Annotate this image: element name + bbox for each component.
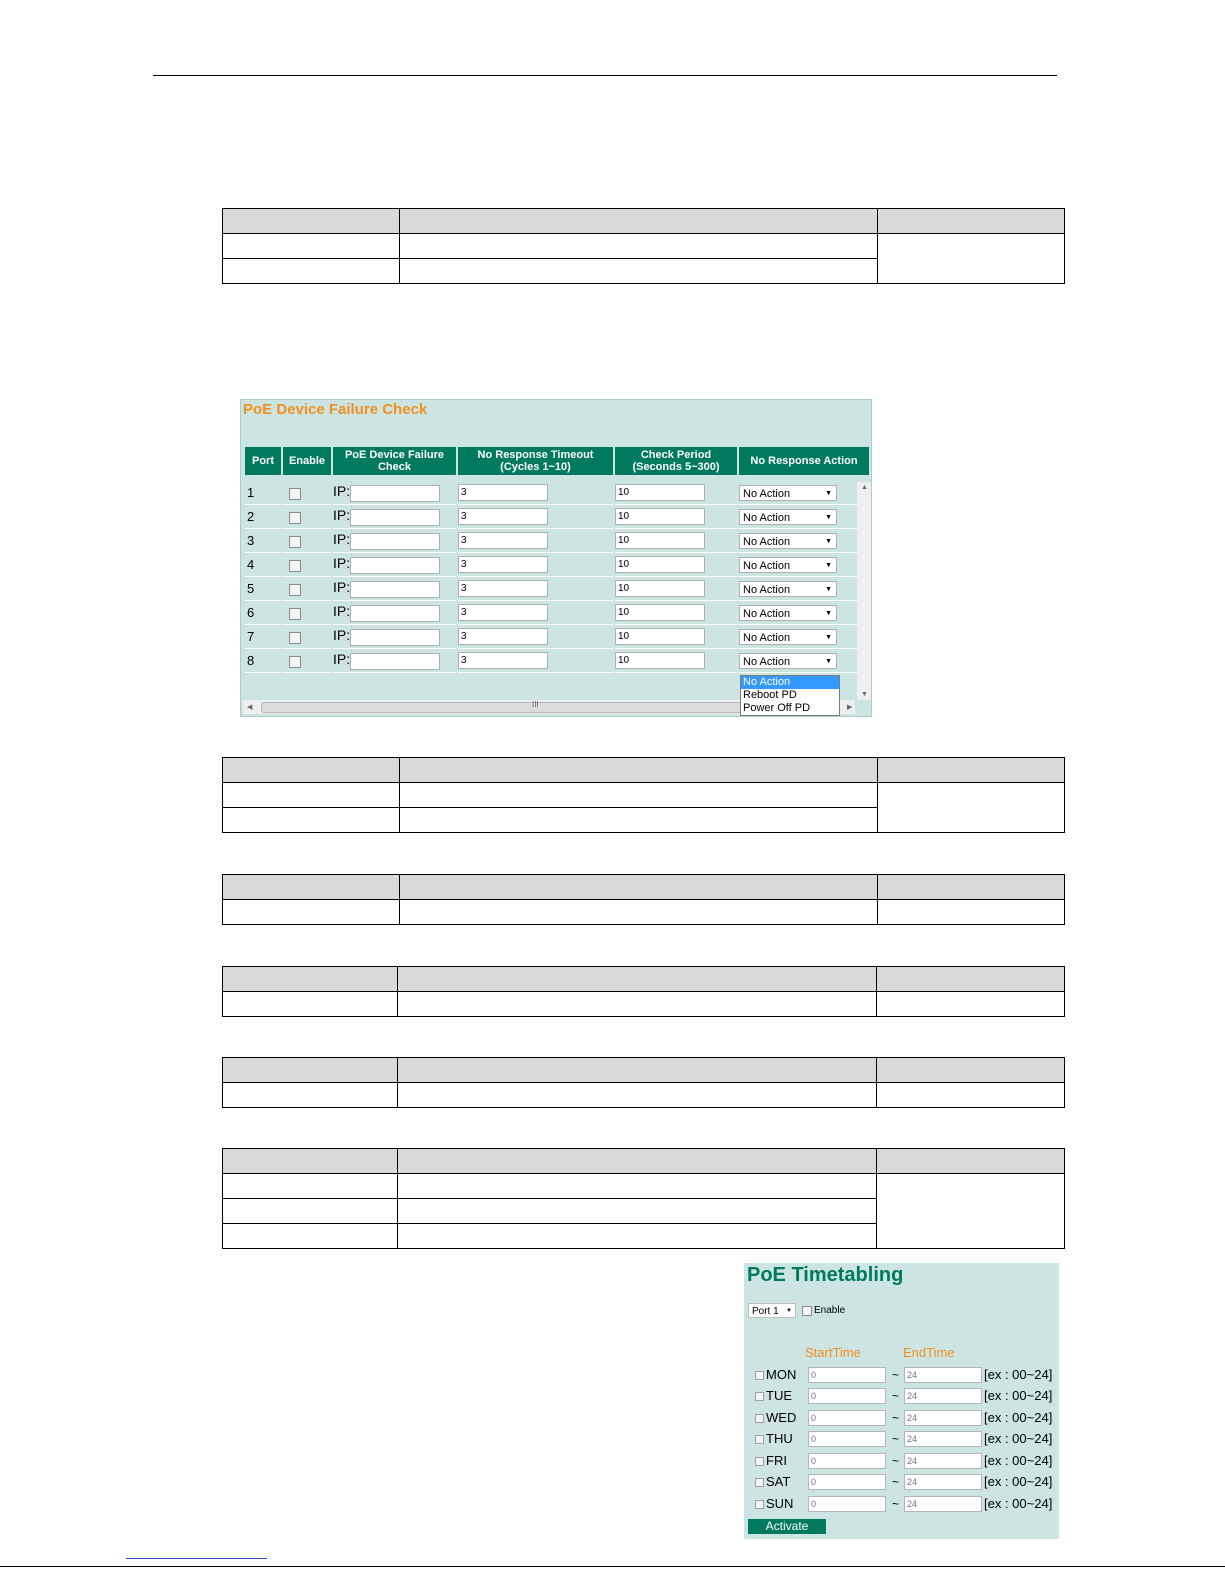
day-label: THU xyxy=(766,1431,793,1446)
scroll-down-icon[interactable]: ▼ xyxy=(861,691,868,698)
ip-input[interactable] xyxy=(350,485,440,502)
settings-table-6 xyxy=(222,1148,1065,1249)
port-number: 1 xyxy=(245,481,281,505)
chevron-down-icon: ▼ xyxy=(825,633,832,641)
range-separator: ~ xyxy=(892,1368,900,1382)
range-hint: [ex : 00~24] xyxy=(984,1431,1053,1446)
scroll-left-icon[interactable]: ◀ xyxy=(247,704,253,711)
timeout-input[interactable] xyxy=(458,628,548,645)
range-hint: [ex : 00~24] xyxy=(984,1474,1053,1489)
settings-table-5 xyxy=(222,1057,1065,1108)
action-select[interactable] xyxy=(739,485,837,501)
action-select-value: No Action xyxy=(743,487,791,500)
timeout-input[interactable] xyxy=(458,532,548,549)
scrollbar-thumb[interactable] xyxy=(261,702,743,713)
range-hint: [ex : 00~24] xyxy=(984,1453,1053,1468)
start-time-input[interactable] xyxy=(808,1474,886,1490)
enable-checkbox[interactable] xyxy=(289,656,301,668)
table-row xyxy=(245,553,869,577)
settings-table-1 xyxy=(222,208,1065,284)
action-select[interactable] xyxy=(739,509,837,525)
day-label: FRI xyxy=(766,1453,787,1468)
end-time-input[interactable] xyxy=(904,1431,982,1447)
port-select[interactable] xyxy=(748,1303,796,1318)
port-select-value: Port 1 xyxy=(752,1306,779,1317)
check-period-input[interactable] xyxy=(615,556,705,573)
action-select[interactable] xyxy=(739,581,837,597)
day-checkbox[interactable] xyxy=(755,1435,764,1444)
dropdown-option-power-off-pd[interactable]: Power Off PD xyxy=(743,702,811,714)
chevron-down-icon: ▼ xyxy=(825,657,832,665)
header-line: (Seconds 5~300) xyxy=(632,461,720,473)
port-number: 4 xyxy=(245,553,281,577)
panel-title: PoE Device Failure Check xyxy=(243,401,428,418)
settings-table-4 xyxy=(222,966,1065,1017)
column-header-action: No Response Action xyxy=(739,447,869,475)
failure-check-grid xyxy=(243,447,871,673)
action-select[interactable] xyxy=(739,533,837,549)
column-header-check-period xyxy=(615,447,737,475)
end-time-input[interactable] xyxy=(904,1453,982,1469)
port-number: 8 xyxy=(245,649,281,673)
poe-device-failure-check-panel xyxy=(240,399,872,717)
end-time-input[interactable] xyxy=(904,1367,982,1383)
ip-label: IP: xyxy=(333,483,351,500)
day-label: SUN xyxy=(766,1496,794,1511)
check-period-input[interactable] xyxy=(615,628,705,645)
action-select-value: No Action xyxy=(743,535,791,548)
chevron-down-icon: ▼ xyxy=(825,537,832,545)
range-hint: [ex : 00~24] xyxy=(984,1388,1053,1403)
ip-input[interactable] xyxy=(350,605,440,622)
ip-input[interactable] xyxy=(350,629,440,646)
action-select-value: No Action xyxy=(743,559,791,572)
action-select[interactable] xyxy=(739,629,837,645)
start-time-input[interactable] xyxy=(808,1388,886,1404)
table-row xyxy=(245,649,869,673)
enable-checkbox[interactable] xyxy=(289,512,301,524)
end-time-input[interactable] xyxy=(904,1474,982,1490)
day-row xyxy=(744,1494,1059,1514)
chevron-down-icon: ▼ xyxy=(786,1308,792,1314)
day-label: SAT xyxy=(766,1474,791,1489)
day-row xyxy=(744,1386,1059,1406)
scroll-right-icon[interactable]: ▶ xyxy=(847,704,853,711)
timeout-input[interactable] xyxy=(458,556,548,573)
check-period-input[interactable] xyxy=(615,652,705,669)
ip-input[interactable] xyxy=(350,581,440,598)
header-line: PoE Device Failure xyxy=(344,449,445,461)
ip-input[interactable] xyxy=(350,533,440,550)
check-period-input[interactable] xyxy=(615,484,705,501)
chevron-down-icon: ▼ xyxy=(825,585,832,593)
action-select-value: No Action xyxy=(743,583,791,596)
end-time-input[interactable] xyxy=(904,1496,982,1512)
chevron-down-icon: ▼ xyxy=(825,561,832,569)
ip-label: IP: xyxy=(333,555,351,572)
start-time-input[interactable] xyxy=(808,1496,886,1512)
start-time-input[interactable] xyxy=(808,1453,886,1469)
settings-table-2 xyxy=(222,757,1065,833)
range-separator: ~ xyxy=(892,1411,900,1425)
action-select[interactable] xyxy=(739,557,837,573)
day-row xyxy=(744,1451,1059,1471)
day-label: WED xyxy=(766,1410,797,1425)
range-hint: [ex : 00~24] xyxy=(984,1410,1053,1425)
action-select-value: No Action xyxy=(743,631,791,644)
enable-checkbox[interactable] xyxy=(289,536,301,548)
day-checkbox[interactable] xyxy=(755,1478,764,1487)
column-header-failure-check xyxy=(333,447,456,475)
table-row xyxy=(245,481,869,505)
port-number: 2 xyxy=(245,505,281,529)
vertical-scrollbar[interactable] xyxy=(857,482,871,700)
start-time-input[interactable] xyxy=(808,1367,886,1383)
table-row xyxy=(245,505,869,529)
poe-timetabling-panel xyxy=(744,1263,1059,1539)
ip-label: IP: xyxy=(333,507,351,524)
day-row xyxy=(744,1429,1059,1449)
start-time-input[interactable] xyxy=(808,1410,886,1426)
day-row xyxy=(744,1365,1059,1385)
check-period-input[interactable] xyxy=(615,532,705,549)
footer-rule xyxy=(0,1566,1225,1567)
action-select-value: No Action xyxy=(743,511,791,524)
timeout-input[interactable] xyxy=(458,508,548,525)
column-header-port: Port xyxy=(245,447,281,475)
end-time-input[interactable] xyxy=(904,1410,982,1426)
enable-checkbox[interactable] xyxy=(802,1306,812,1316)
panel-title: PoE Timetabling xyxy=(747,1264,904,1286)
dropdown-option-reboot-pd[interactable]: Reboot PD xyxy=(743,689,797,701)
range-separator: ~ xyxy=(892,1432,900,1446)
chevron-down-icon: ▼ xyxy=(825,609,832,617)
scroll-grip: III xyxy=(532,700,539,709)
ip-label: IP: xyxy=(333,651,351,668)
header-line: (Cycles 1~10) xyxy=(500,461,571,473)
action-select[interactable] xyxy=(739,653,837,669)
table-row xyxy=(245,625,869,649)
day-row xyxy=(744,1472,1059,1492)
table-row xyxy=(245,601,869,625)
header-rule xyxy=(153,75,1057,76)
port-number: 5 xyxy=(245,577,281,601)
end-time-input[interactable] xyxy=(904,1388,982,1404)
header-line: Check Period xyxy=(640,449,712,461)
start-time-input[interactable] xyxy=(808,1431,886,1447)
action-select[interactable] xyxy=(739,605,837,621)
dropdown-option-no-action[interactable]: No Action xyxy=(741,676,839,689)
port-number: 6 xyxy=(245,601,281,625)
column-header-enable: Enable xyxy=(283,447,331,475)
ip-input[interactable] xyxy=(350,653,440,670)
action-dropdown-list[interactable] xyxy=(740,675,840,716)
action-select-value: No Action xyxy=(743,655,791,668)
check-period-input[interactable] xyxy=(615,580,705,597)
activate-button[interactable]: Activate xyxy=(748,1519,826,1534)
range-separator: ~ xyxy=(892,1475,900,1489)
day-checkbox[interactable] xyxy=(755,1500,764,1509)
header-line: No Response Timeout xyxy=(477,449,594,461)
timeout-input[interactable] xyxy=(458,580,548,597)
start-time-header: StartTime xyxy=(805,1345,861,1360)
timeout-input[interactable] xyxy=(458,652,548,669)
action-select-value: No Action xyxy=(743,607,791,620)
chevron-down-icon: ▼ xyxy=(825,489,832,497)
timeout-input[interactable] xyxy=(458,604,548,621)
scroll-up-icon[interactable]: ▲ xyxy=(861,484,868,491)
ip-label: IP: xyxy=(333,627,351,644)
day-label: TUE xyxy=(766,1388,792,1403)
day-checkbox[interactable] xyxy=(755,1392,764,1401)
day-row xyxy=(744,1408,1059,1428)
range-separator: ~ xyxy=(892,1454,900,1468)
range-hint: [ex : 00~24] xyxy=(984,1367,1053,1382)
range-separator: ~ xyxy=(892,1497,900,1511)
settings-table-3 xyxy=(222,874,1065,925)
ip-input[interactable] xyxy=(350,509,440,526)
range-hint: [ex : 00~24] xyxy=(984,1496,1053,1511)
port-number: 3 xyxy=(245,529,281,553)
ip-input[interactable] xyxy=(350,557,440,574)
table-row xyxy=(245,577,869,601)
day-checkbox[interactable] xyxy=(755,1414,764,1423)
column-header-timeout xyxy=(458,447,613,475)
ip-label: IP: xyxy=(333,531,351,548)
ip-label: IP: xyxy=(333,579,351,596)
port-number: 7 xyxy=(245,625,281,649)
enable-label: Enable xyxy=(814,1305,846,1316)
enable-checkbox[interactable] xyxy=(289,560,301,572)
day-checkbox[interactable] xyxy=(755,1371,764,1380)
chevron-down-icon: ▼ xyxy=(825,513,832,521)
ip-label: IP: xyxy=(333,603,351,620)
range-separator: ~ xyxy=(892,1389,900,1403)
end-time-header: EndTime xyxy=(903,1345,955,1360)
enable-checkbox[interactable] xyxy=(289,632,301,644)
day-checkbox[interactable] xyxy=(755,1457,764,1466)
table-row xyxy=(245,529,869,553)
check-period-input[interactable] xyxy=(615,604,705,621)
day-label: MON xyxy=(766,1367,797,1382)
check-period-input[interactable] xyxy=(615,508,705,525)
header-line: Check xyxy=(377,461,412,473)
timeout-input[interactable] xyxy=(458,484,548,501)
footer-link-underline xyxy=(126,1558,267,1559)
enable-checkbox[interactable] xyxy=(289,584,301,596)
enable-checkbox[interactable] xyxy=(289,608,301,620)
enable-checkbox[interactable] xyxy=(289,488,301,500)
